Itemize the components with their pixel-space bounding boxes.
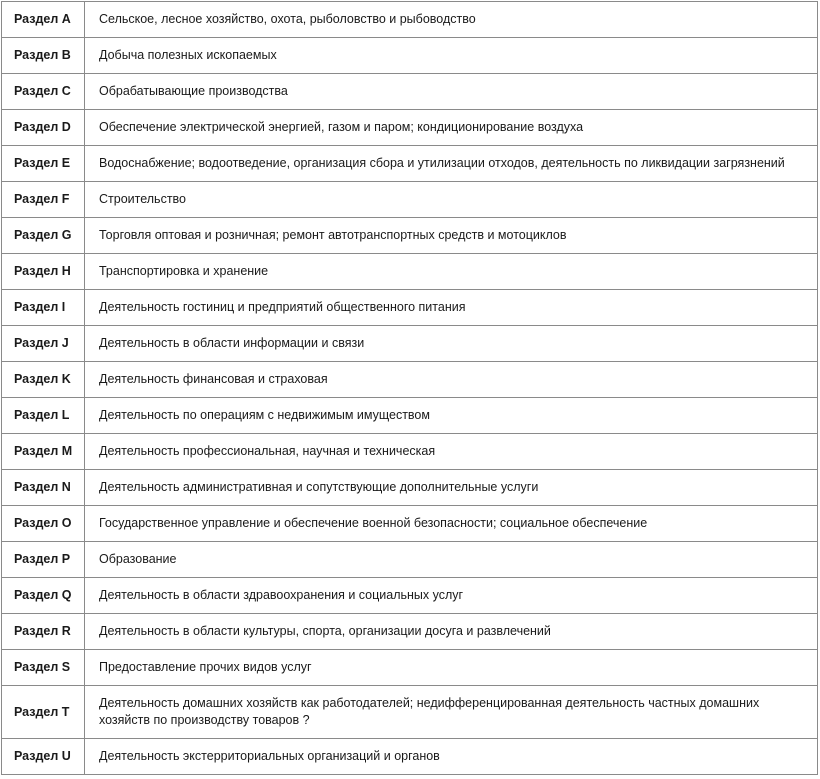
section-code: Раздел C xyxy=(2,74,85,110)
section-code: Раздел B xyxy=(2,38,85,74)
section-name: Деятельность в области культуры, спорта, организации досуга и развлечений xyxy=(85,614,818,650)
table-row xyxy=(2,110,818,146)
section-code: Раздел J xyxy=(2,326,85,362)
section-code: Раздел O xyxy=(2,506,85,542)
section-code: Раздел K xyxy=(2,362,85,398)
section-name: Деятельность в области здравоохранения и социальных услуг xyxy=(85,578,818,614)
section-name: Деятельность экстерриториальных организаций и органов xyxy=(85,739,818,775)
table-row xyxy=(2,542,818,578)
section-name: Деятельность по операциям с недвижимым имуществом xyxy=(85,398,818,434)
section-code: Раздел R xyxy=(2,614,85,650)
section-name: Строительство xyxy=(85,182,818,218)
section-name: Деятельность в области информации и связи xyxy=(85,326,818,362)
sections-table xyxy=(1,1,818,775)
section-code: Раздел A xyxy=(2,2,85,38)
table-row xyxy=(2,686,818,739)
table-row xyxy=(2,254,818,290)
table-row xyxy=(2,434,818,470)
section-code: Раздел U xyxy=(2,739,85,775)
section-name: Обеспечение электрической энергией, газом и паром; кондиционирование воздуха xyxy=(85,110,818,146)
section-name: Деятельность домашних хозяйств как работодателей; недифференцированная деятельность частных домашних хозяйств по производству товаров ? xyxy=(85,686,818,739)
section-name: Сельское, лесное хозяйство, охота, рыболовство и рыбоводство xyxy=(85,2,818,38)
section-code: Раздел P xyxy=(2,542,85,578)
section-name: Добыча полезных ископаемых xyxy=(85,38,818,74)
section-code: Раздел G xyxy=(2,218,85,254)
table-row xyxy=(2,398,818,434)
section-name: Деятельность административная и сопутствующие дополнительные услуги xyxy=(85,470,818,506)
table-row xyxy=(2,146,818,182)
table-row xyxy=(2,362,818,398)
section-code: Раздел E xyxy=(2,146,85,182)
table-row xyxy=(2,650,818,686)
section-code: Раздел I xyxy=(2,290,85,326)
section-code: Раздел Q xyxy=(2,578,85,614)
section-name: Водоснабжение; водоотведение, организация сбора и утилизации отходов, деятельность по ликвидации загрязнений xyxy=(85,146,818,182)
table-row xyxy=(2,470,818,506)
section-code: Раздел N xyxy=(2,470,85,506)
section-code: Раздел L xyxy=(2,398,85,434)
table-row xyxy=(2,182,818,218)
table-row xyxy=(2,578,818,614)
table-row xyxy=(2,38,818,74)
section-name: Транспортировка и хранение xyxy=(85,254,818,290)
section-name: Предоставление прочих видов услуг xyxy=(85,650,818,686)
table-row xyxy=(2,739,818,775)
table-row xyxy=(2,326,818,362)
section-code: Раздел T xyxy=(2,686,85,739)
section-name: Деятельность профессиональная, научная и техническая xyxy=(85,434,818,470)
section-name: Образование xyxy=(85,542,818,578)
table-row xyxy=(2,506,818,542)
section-name: Деятельность гостиниц и предприятий общественного питания xyxy=(85,290,818,326)
table-row xyxy=(2,218,818,254)
table-row xyxy=(2,2,818,38)
section-code: Раздел H xyxy=(2,254,85,290)
section-name: Государственное управление и обеспечение военной безопасности; социальное обеспечение xyxy=(85,506,818,542)
table-row xyxy=(2,614,818,650)
section-code: Раздел D xyxy=(2,110,85,146)
table-row xyxy=(2,74,818,110)
section-code: Раздел S xyxy=(2,650,85,686)
section-name: Деятельность финансовая и страховая xyxy=(85,362,818,398)
section-code: Раздел M xyxy=(2,434,85,470)
section-code: Раздел F xyxy=(2,182,85,218)
section-name: Торговля оптовая и розничная; ремонт автотранспортных средств и мотоциклов xyxy=(85,218,818,254)
section-name: Обрабатывающие производства xyxy=(85,74,818,110)
table-row xyxy=(2,290,818,326)
